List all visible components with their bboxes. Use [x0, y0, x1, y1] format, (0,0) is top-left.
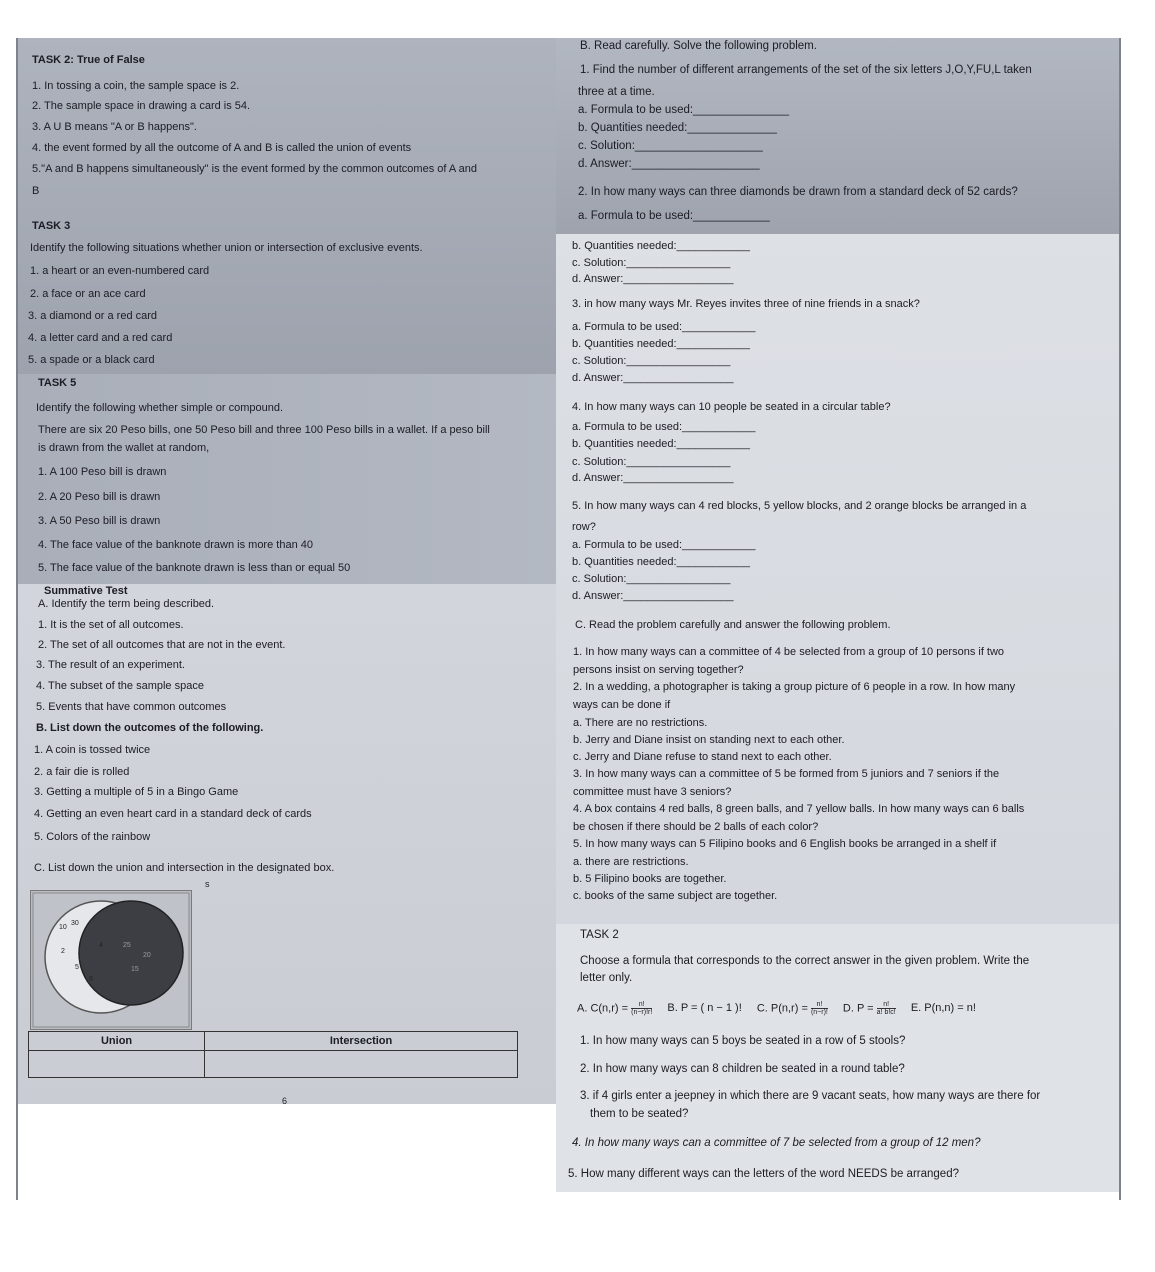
b-q1-part: c. Solution:____________________	[578, 140, 763, 152]
task3-item: 3. a diamond or a red card	[28, 310, 158, 322]
b-q5-part: c. Solution:_________________	[572, 573, 731, 585]
b-q5-part: d. Answer:__________________	[572, 590, 734, 602]
c-line: persons insist on serving together?	[573, 664, 744, 676]
task3-intro: Identify the following situations whether union or intersection of exclusive events.	[30, 242, 423, 254]
left-page-edge	[16, 38, 18, 1200]
task5-context: There are six 20 Peso bills, one 50 Peso bill and three 100 Peso bills in a wallet. If a peso bill	[38, 424, 490, 436]
summative-b-item: 5. Colors of the rainbow	[34, 831, 151, 843]
b-q2-part: b. Quantities needed:____________	[572, 240, 750, 252]
section-c-title: C. Read the problem carefully and answer the following problem.	[575, 619, 891, 631]
task5-title: TASK 5	[38, 377, 77, 389]
b-q4-part: c. Solution:_________________	[572, 456, 731, 468]
b-q3-part: a. Formula to be used:____________	[572, 321, 756, 333]
task2-question: 1. In how many ways can 5 boys be seated in a row of 5 stools?	[580, 1035, 906, 1047]
b-q2-line: 2. In how many ways can three diamonds be drawn from a standard deck of 52 cards?	[578, 186, 1018, 198]
task5-intro: Identify the following whether simple or compound.	[36, 402, 284, 414]
venn-num: 25	[123, 942, 131, 949]
union-header: Union	[29, 1032, 205, 1051]
c-line: c. Jerry and Diane refuse to stand next to each other.	[573, 751, 832, 763]
b-q1-part: a. Formula to be used:_______________	[578, 104, 789, 116]
c-line: b. 5 Filipino books are together.	[573, 873, 727, 885]
formula-a-num: n!	[631, 1001, 652, 1009]
b-q5-part: b. Quantities needed:____________	[572, 556, 750, 568]
task2-tf-item: 3. A U B means "A or B happens".	[32, 121, 197, 133]
c-line: 5. In how many ways can 5 Filipino books and 6 English books be arranged in a shelf if	[573, 838, 997, 850]
c-line: 3. In how many ways can a committee of 5 be formed from 5 juniors and 7 seniors if the	[573, 768, 1000, 780]
venn-num: 8	[89, 976, 93, 983]
task5-item: 1. A 100 Peso bill is drawn	[38, 466, 167, 478]
summative-a-item: 3. The result of an experiment.	[36, 659, 185, 671]
summative-b-item: 4. Getting an even heart card in a standard deck of cards	[34, 808, 312, 820]
task5-item: 2. A 20 Peso bill is drawn	[38, 491, 161, 503]
b-q3-line: 3. in how many ways Mr. Reyes invites three of nine friends in a snack?	[572, 298, 920, 310]
c-line: ways can be done if	[573, 699, 671, 711]
b-q1-part: b. Quantities needed:______________	[578, 122, 777, 134]
venn-diagram-svg	[31, 891, 191, 1029]
task3-item: 2. a face or an ace card	[30, 288, 146, 300]
intersection-header: Intersection	[205, 1032, 518, 1051]
formula-d-prefix: D. P =	[842, 1002, 874, 1015]
formula-c	[757, 1001, 828, 1016]
b-q1-line: 1. Find the number of different arrangements of the set of the six letters J,O,Y,FU,L taken	[580, 64, 1032, 76]
task2-tf-title: TASK 2: True of False	[32, 54, 145, 66]
formula-choices	[577, 1001, 988, 1016]
task3-item: 5. a spade or a black card	[28, 354, 155, 366]
task5-item: 5. The face value of the banknote drawn is less than or equal 50	[38, 562, 351, 574]
task2-tf-item: 2. The sample space in drawing a card is 54.	[32, 100, 251, 112]
task2-tf-item: 5."A and B happens simultaneously" is the event formed by the common outcomes of A and	[32, 163, 478, 175]
b-q4-part: d. Answer:__________________	[572, 472, 734, 484]
b-q2-part: c. Solution:_________________	[572, 257, 731, 269]
c-line: committee must have 3 seniors?	[573, 786, 732, 798]
venn-num: 2	[61, 948, 65, 955]
summative-b-item: 1. A coin is tossed twice	[34, 744, 151, 756]
formula-d-den: a! b!c!	[876, 1009, 896, 1016]
venn-circle-b	[79, 901, 183, 1005]
union-intersection-table	[28, 1031, 518, 1078]
c-line: 4. A box contains 4 red balls, 8 green balls, and 7 yellow balls. In how many ways can 6 balls	[573, 803, 1025, 815]
b-q2-part: a. Formula to be used:____________	[578, 210, 770, 222]
c-line: 1. In how many ways can a committee of 4 be selected from a group of 10 persons if two	[573, 646, 1005, 658]
c-line: 2. In a wedding, a photographer is taking a group picture of 6 people in a row. In how many	[573, 681, 1016, 693]
summative-a-item: 2. The set of all outcomes that are not in the event.	[38, 639, 286, 651]
b-q1-line: three at a time.	[578, 86, 655, 98]
task5-item: 4. The face value of the banknote drawn is more than 40	[38, 539, 313, 551]
venn-num: 15	[131, 966, 139, 973]
section-b-title: B. Read carefully. Solve the following problem.	[580, 40, 817, 52]
b-q3-part: b. Quantities needed:____________	[572, 338, 750, 350]
formula-a-prefix: A. C(n,r) =	[577, 1002, 629, 1015]
task2-question: 3. if 4 girls enter a jeepney in which there are 9 vacant seats, how many ways are there for	[580, 1090, 1041, 1102]
task2-question: 2. In how many ways can 8 children be seated in a round table?	[580, 1063, 905, 1075]
formula-a	[577, 1001, 652, 1016]
c-line: a. there are restrictions.	[573, 856, 689, 868]
b-q3-part: d. Answer:__________________	[572, 372, 734, 384]
union-answer-cell[interactable]	[29, 1051, 205, 1078]
task2-formula-title: TASK 2	[580, 929, 619, 941]
venn-num: 5	[75, 964, 79, 971]
venn-s-label: s	[205, 879, 210, 889]
task5-item: 3. A 50 Peso bill is drawn	[38, 515, 161, 527]
venn-num: 4	[99, 942, 103, 949]
summative-a-item: 5. Events that have common outcomes	[36, 701, 227, 713]
formula-c-fraction	[811, 1001, 828, 1016]
formula-a-den: (n−r)!r!	[631, 1009, 653, 1016]
summative-c-title: C. List down the union and intersection in the designated box.	[34, 862, 335, 874]
page-number: 6	[282, 1096, 288, 1106]
c-line: c. books of the same subject are together.	[573, 890, 778, 902]
task3-item: 1. a heart or an even-numbered card	[30, 265, 210, 277]
task2-question: 4. In how many ways can a committee of 7 be selected from a group of 12 men?	[572, 1137, 981, 1149]
task5-context: is drawn from the wallet at random,	[38, 442, 210, 454]
c-line: a. There are no restrictions.	[573, 717, 708, 729]
task2-intro: Choose a formula that corresponds to the correct answer in the given problem. Write the	[580, 955, 1030, 967]
task2-tf-item: B	[32, 185, 40, 197]
formula-d-fraction	[877, 1001, 896, 1016]
task3-title: TASK 3	[32, 220, 71, 232]
summative-title: Summative Test	[44, 585, 128, 597]
b-q4-part: b. Quantities needed:____________	[572, 438, 750, 450]
b-q2-part: d. Answer:__________________	[572, 273, 734, 285]
venn-num: 30	[71, 920, 79, 927]
formula-c-den: (n−r)!	[810, 1009, 828, 1016]
summative-a-item: 4. The subset of the sample space	[36, 680, 204, 692]
b-q5-line: row?	[572, 521, 596, 533]
c-line: b. Jerry and Diane insist on standing next to each other.	[573, 734, 845, 746]
task2-tf-item: 1. In tossing a coin, the sample space is 2.	[32, 80, 240, 92]
task2-tf-item: 4. the event formed by all the outcome of A and B is called the union of events	[32, 142, 412, 154]
formula-e: E. P(n,n) = n!	[910, 1002, 976, 1015]
summative-a-item: 1. It is the set of all outcomes.	[38, 619, 184, 631]
c-line: be chosen if there should be 2 balls of each color?	[573, 821, 819, 833]
task2-question: them to be seated?	[590, 1108, 689, 1120]
intersection-answer-cell[interactable]	[205, 1051, 518, 1078]
task3-item: 4. a letter card and a red card	[28, 332, 173, 344]
task2-intro: letter only.	[580, 972, 633, 984]
formula-c-num: n!	[811, 1001, 828, 1009]
b-q1-part: d. Answer:____________________	[578, 158, 760, 170]
b-q3-part: c. Solution:_________________	[572, 355, 731, 367]
formula-a-fraction	[631, 1001, 652, 1016]
formula-c-prefix: C. P(n,r) =	[756, 1002, 808, 1015]
summative-a-title: A. Identify the term being described.	[38, 598, 215, 610]
summative-b-title: B. List down the outcomes of the following.	[36, 722, 264, 734]
b-q5-line: 5. In how many ways can 4 red blocks, 5 yellow blocks, and 2 orange blocks be arranged in a	[572, 500, 1027, 512]
b-q4-part: a. Formula to be used:____________	[572, 421, 756, 433]
summative-b-item: 3. Getting a multiple of 5 in a Bingo Game	[34, 786, 239, 798]
b-q4-line: 4. In how many ways can 10 people be seated in a circular table?	[572, 401, 891, 413]
task2-question: 5. How many different ways can the letters of the word NEEDS be arranged?	[568, 1168, 959, 1180]
formula-b: B. P = ( n − 1 )!	[667, 1002, 742, 1015]
venn-num: 10	[59, 924, 67, 931]
formula-d-num: n!	[877, 1001, 896, 1009]
venn-num: 20	[143, 952, 151, 959]
summative-b-item: 2. a fair die is rolled	[34, 766, 130, 778]
venn-diagram	[30, 890, 192, 1030]
b-q5-part: a. Formula to be used:____________	[572, 539, 756, 551]
formula-d	[843, 1001, 896, 1016]
right-page-edge	[1119, 38, 1121, 1200]
